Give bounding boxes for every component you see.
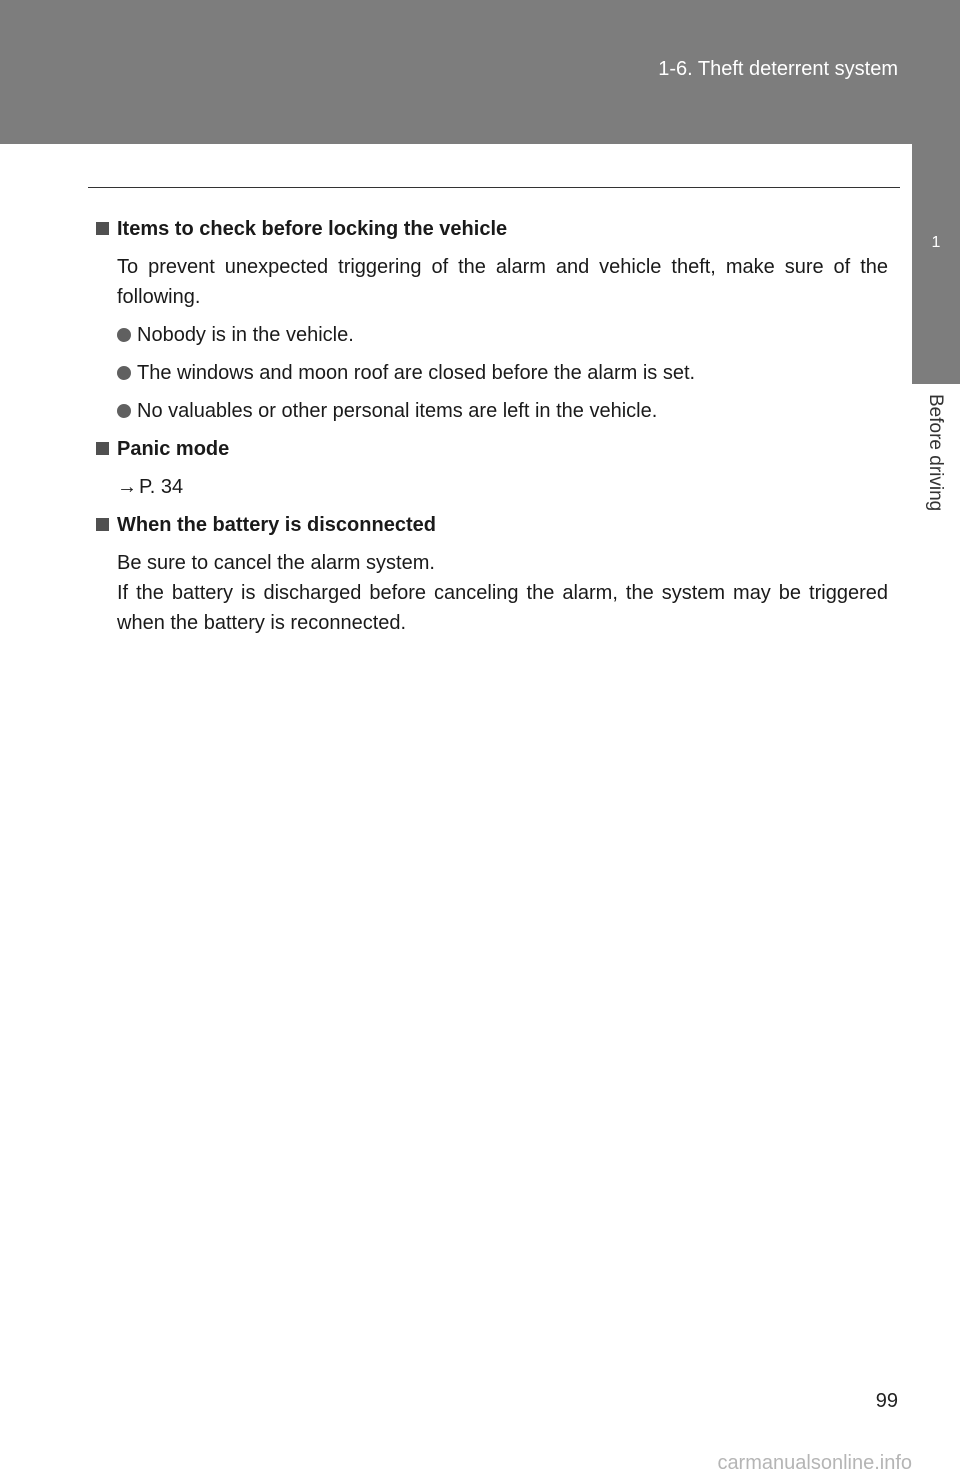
- page-number: 99: [875, 1390, 898, 1412]
- battery-paragraph: [117, 548, 888, 638]
- list-item: [117, 358, 888, 388]
- section-title: 1-6. Theft deterrent system: [658, 58, 898, 80]
- square-bullet-icon: [96, 442, 109, 455]
- section-heading-check: [96, 214, 888, 244]
- list-item: [117, 320, 888, 350]
- square-bullet-icon: [96, 518, 109, 531]
- intro-paragraph: To prevent unexpected triggering of the alarm and vehicle theft, make sure of the following.: [117, 256, 888, 308]
- heading-text: When the battery is disconnected: [117, 514, 436, 536]
- divider: [88, 187, 900, 188]
- circle-bullet-icon: [117, 328, 131, 342]
- paragraph-line: Be sure to cancel the alarm system.: [117, 552, 435, 574]
- heading-text: Panic mode: [117, 438, 230, 460]
- page-reference[interactable]: [117, 472, 888, 502]
- square-bullet-icon: [96, 222, 109, 235]
- list-item: [117, 396, 888, 426]
- chapter-tab: [912, 144, 960, 384]
- list-item-text: The windows and moon roof are closed before the alarm is set.: [137, 362, 696, 384]
- chapter-number: 1: [931, 234, 941, 251]
- circle-bullet-icon: [117, 404, 131, 418]
- circle-bullet-icon: [117, 366, 131, 380]
- list-item-text: Nobody is in the vehicle.: [137, 324, 354, 346]
- heading-text: Items to check before locking the vehicle: [117, 218, 508, 240]
- chapter-label-area: [912, 384, 960, 544]
- section-heading-battery: [96, 510, 888, 540]
- paragraph-line: If the battery is discharged before canceling the alarm, the system may be triggered when the battery is reconnected.: [117, 582, 888, 634]
- reference-text: P. 34: [139, 476, 184, 498]
- chapter-label: Before driving: [925, 394, 946, 512]
- page-content: [96, 214, 888, 646]
- arrow-right-icon: →: [117, 476, 137, 498]
- list-item-text: No valuables or other personal items are left in the vehicle.: [137, 400, 658, 422]
- section-heading-panic: [96, 434, 888, 464]
- watermark: carmanualsonline.info: [717, 1452, 912, 1474]
- page-header: [0, 0, 960, 144]
